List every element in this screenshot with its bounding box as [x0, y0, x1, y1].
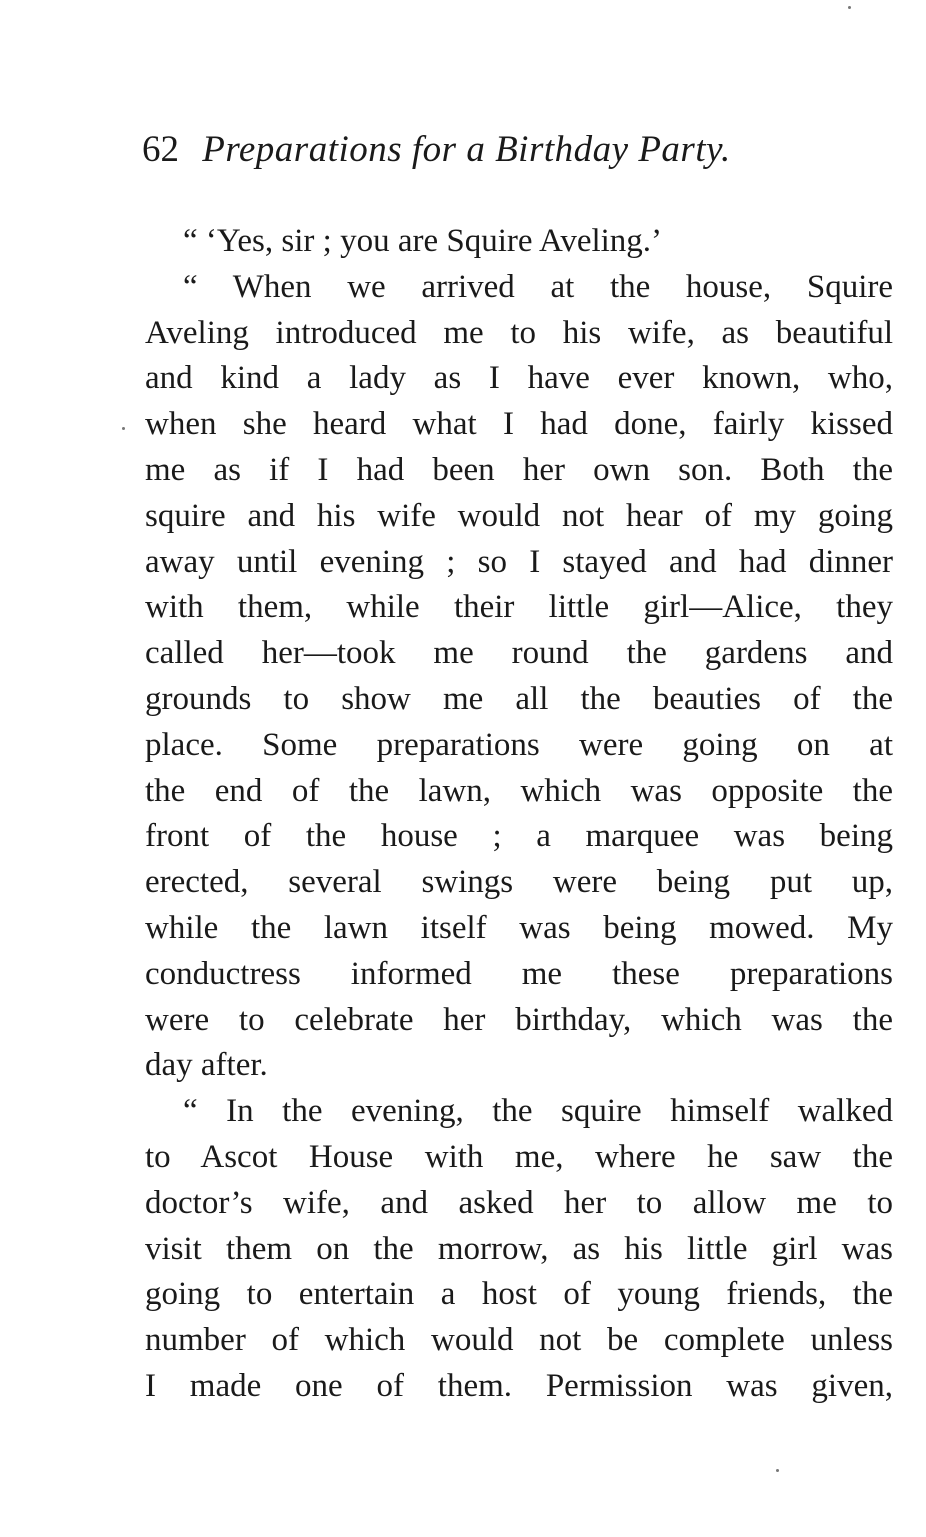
- paper-speck: [122, 427, 125, 430]
- text-line: squire and his wife would not hear of my going: [145, 497, 893, 534]
- text-line: with them, while their little girl—Alice, they: [145, 589, 893, 626]
- page-number: 62: [142, 129, 179, 170]
- text-line: erected, several swings were being put up,: [145, 864, 893, 901]
- text-line: called her—took me round the gardens and: [145, 635, 893, 672]
- page-header: [142, 120, 902, 180]
- text-line: conductress informed me these preparations: [145, 955, 893, 992]
- text-line: away until evening ; so I stayed and had dinner: [145, 543, 893, 580]
- text-line: Aveling introduced me to his wife, as beautiful: [145, 314, 893, 351]
- text-line: place. Some preparations were going on at: [145, 726, 893, 763]
- text-line: were to celebrate her birthday, which was the: [145, 1001, 893, 1038]
- text-line: and kind a lady as I have ever known, who,: [145, 360, 893, 397]
- text-line: grounds to show me all the beauties of the: [145, 680, 893, 717]
- running-title: Preparations for a Birthday Party.: [202, 129, 731, 170]
- paper-speck: [848, 6, 851, 9]
- text-line: me as if I had been her own son. Both the: [145, 451, 893, 488]
- text-line: when she heard what I had done, fairly kissed: [145, 406, 893, 443]
- body-text: [145, 219, 893, 1410]
- text-line: to Ascot House with me, where he saw the: [145, 1138, 893, 1175]
- text-line: number of which would not be complete unless: [145, 1322, 893, 1359]
- text-line: the end of the lawn, which was opposite the: [145, 772, 893, 809]
- text-line: I made one of them. Permission was given,: [145, 1367, 893, 1404]
- text-line: front of the house ; a marquee was being: [145, 818, 893, 855]
- text-line: going to entertain a host of young friends, the: [145, 1276, 893, 1313]
- text-line: “ When we arrived at the house, Squire: [183, 268, 893, 305]
- text-line: while the lawn itself was being mowed. My: [145, 909, 893, 946]
- text-line: “ In the evening, the squire himself walked: [183, 1093, 893, 1130]
- text-line: “ ‘Yes, sir ; you are Squire Aveling.’: [183, 223, 663, 259]
- text-line: visit them on the morrow, as his little girl was: [145, 1230, 893, 1267]
- paper-speck: [776, 1469, 779, 1472]
- text-line: day after.: [145, 1047, 268, 1084]
- text-line: doctor’s wife, and asked her to allow me to: [145, 1184, 893, 1221]
